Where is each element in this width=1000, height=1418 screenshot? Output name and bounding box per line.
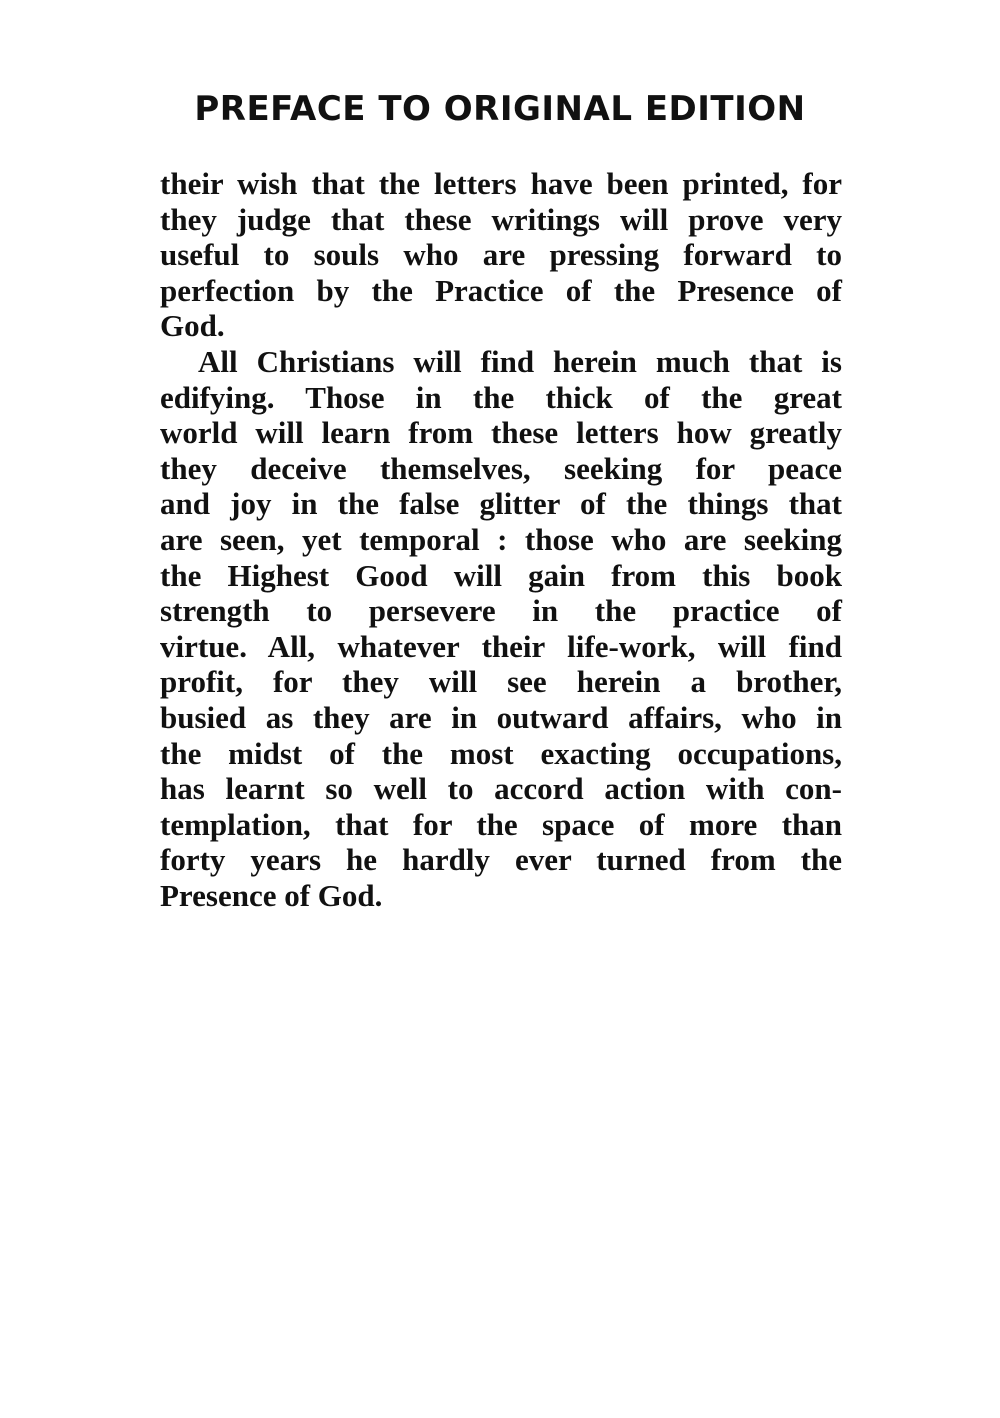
text-line: forty years he hardly ever turned from the <box>160 842 842 878</box>
text-line: and joy in the false glitter of the things that <box>160 486 842 522</box>
text-line: busied as they are in outward affairs, who in <box>160 699 842 735</box>
text-line: their wish that the letters have been printed, for <box>160 166 842 201</box>
text-line: Presence of God. <box>160 877 383 913</box>
text-line: the midst of the most exacting occupations, <box>160 735 842 771</box>
text-line: the Highest Good will gain from this book <box>160 557 842 593</box>
text-line: they deceive themselves, seeking for peace <box>160 450 842 486</box>
text-line: has learnt so well to accord action with con- <box>160 771 842 807</box>
text-line: are seen, yet temporal : those who are seeking <box>160 521 842 557</box>
text-line: profit, for they will see herein a brother, <box>160 664 842 700</box>
running-head: PREFACE TO ORIGINAL EDITION <box>194 89 806 129</box>
text-line: useful to souls who are pressing forward to <box>160 237 842 273</box>
text-line: templation, that for the space of more than <box>160 806 842 842</box>
text-line: God. <box>160 308 225 344</box>
paragraph-first-line: All Christians will find herein much that is <box>198 343 842 379</box>
text-line: virtue. All, whatever their life-work, will find <box>160 628 842 664</box>
text-line: perfection by the Practice of the Presence of <box>160 272 842 308</box>
text-line: strength to persevere in the practice of <box>160 593 842 629</box>
text-line: edifying. Those in the thick of the great <box>160 379 842 415</box>
text-line: world will learn from these letters how greatly <box>160 415 842 451</box>
text-line: they judge that these writings will prove very <box>160 201 842 237</box>
body-text <box>160 166 842 913</box>
